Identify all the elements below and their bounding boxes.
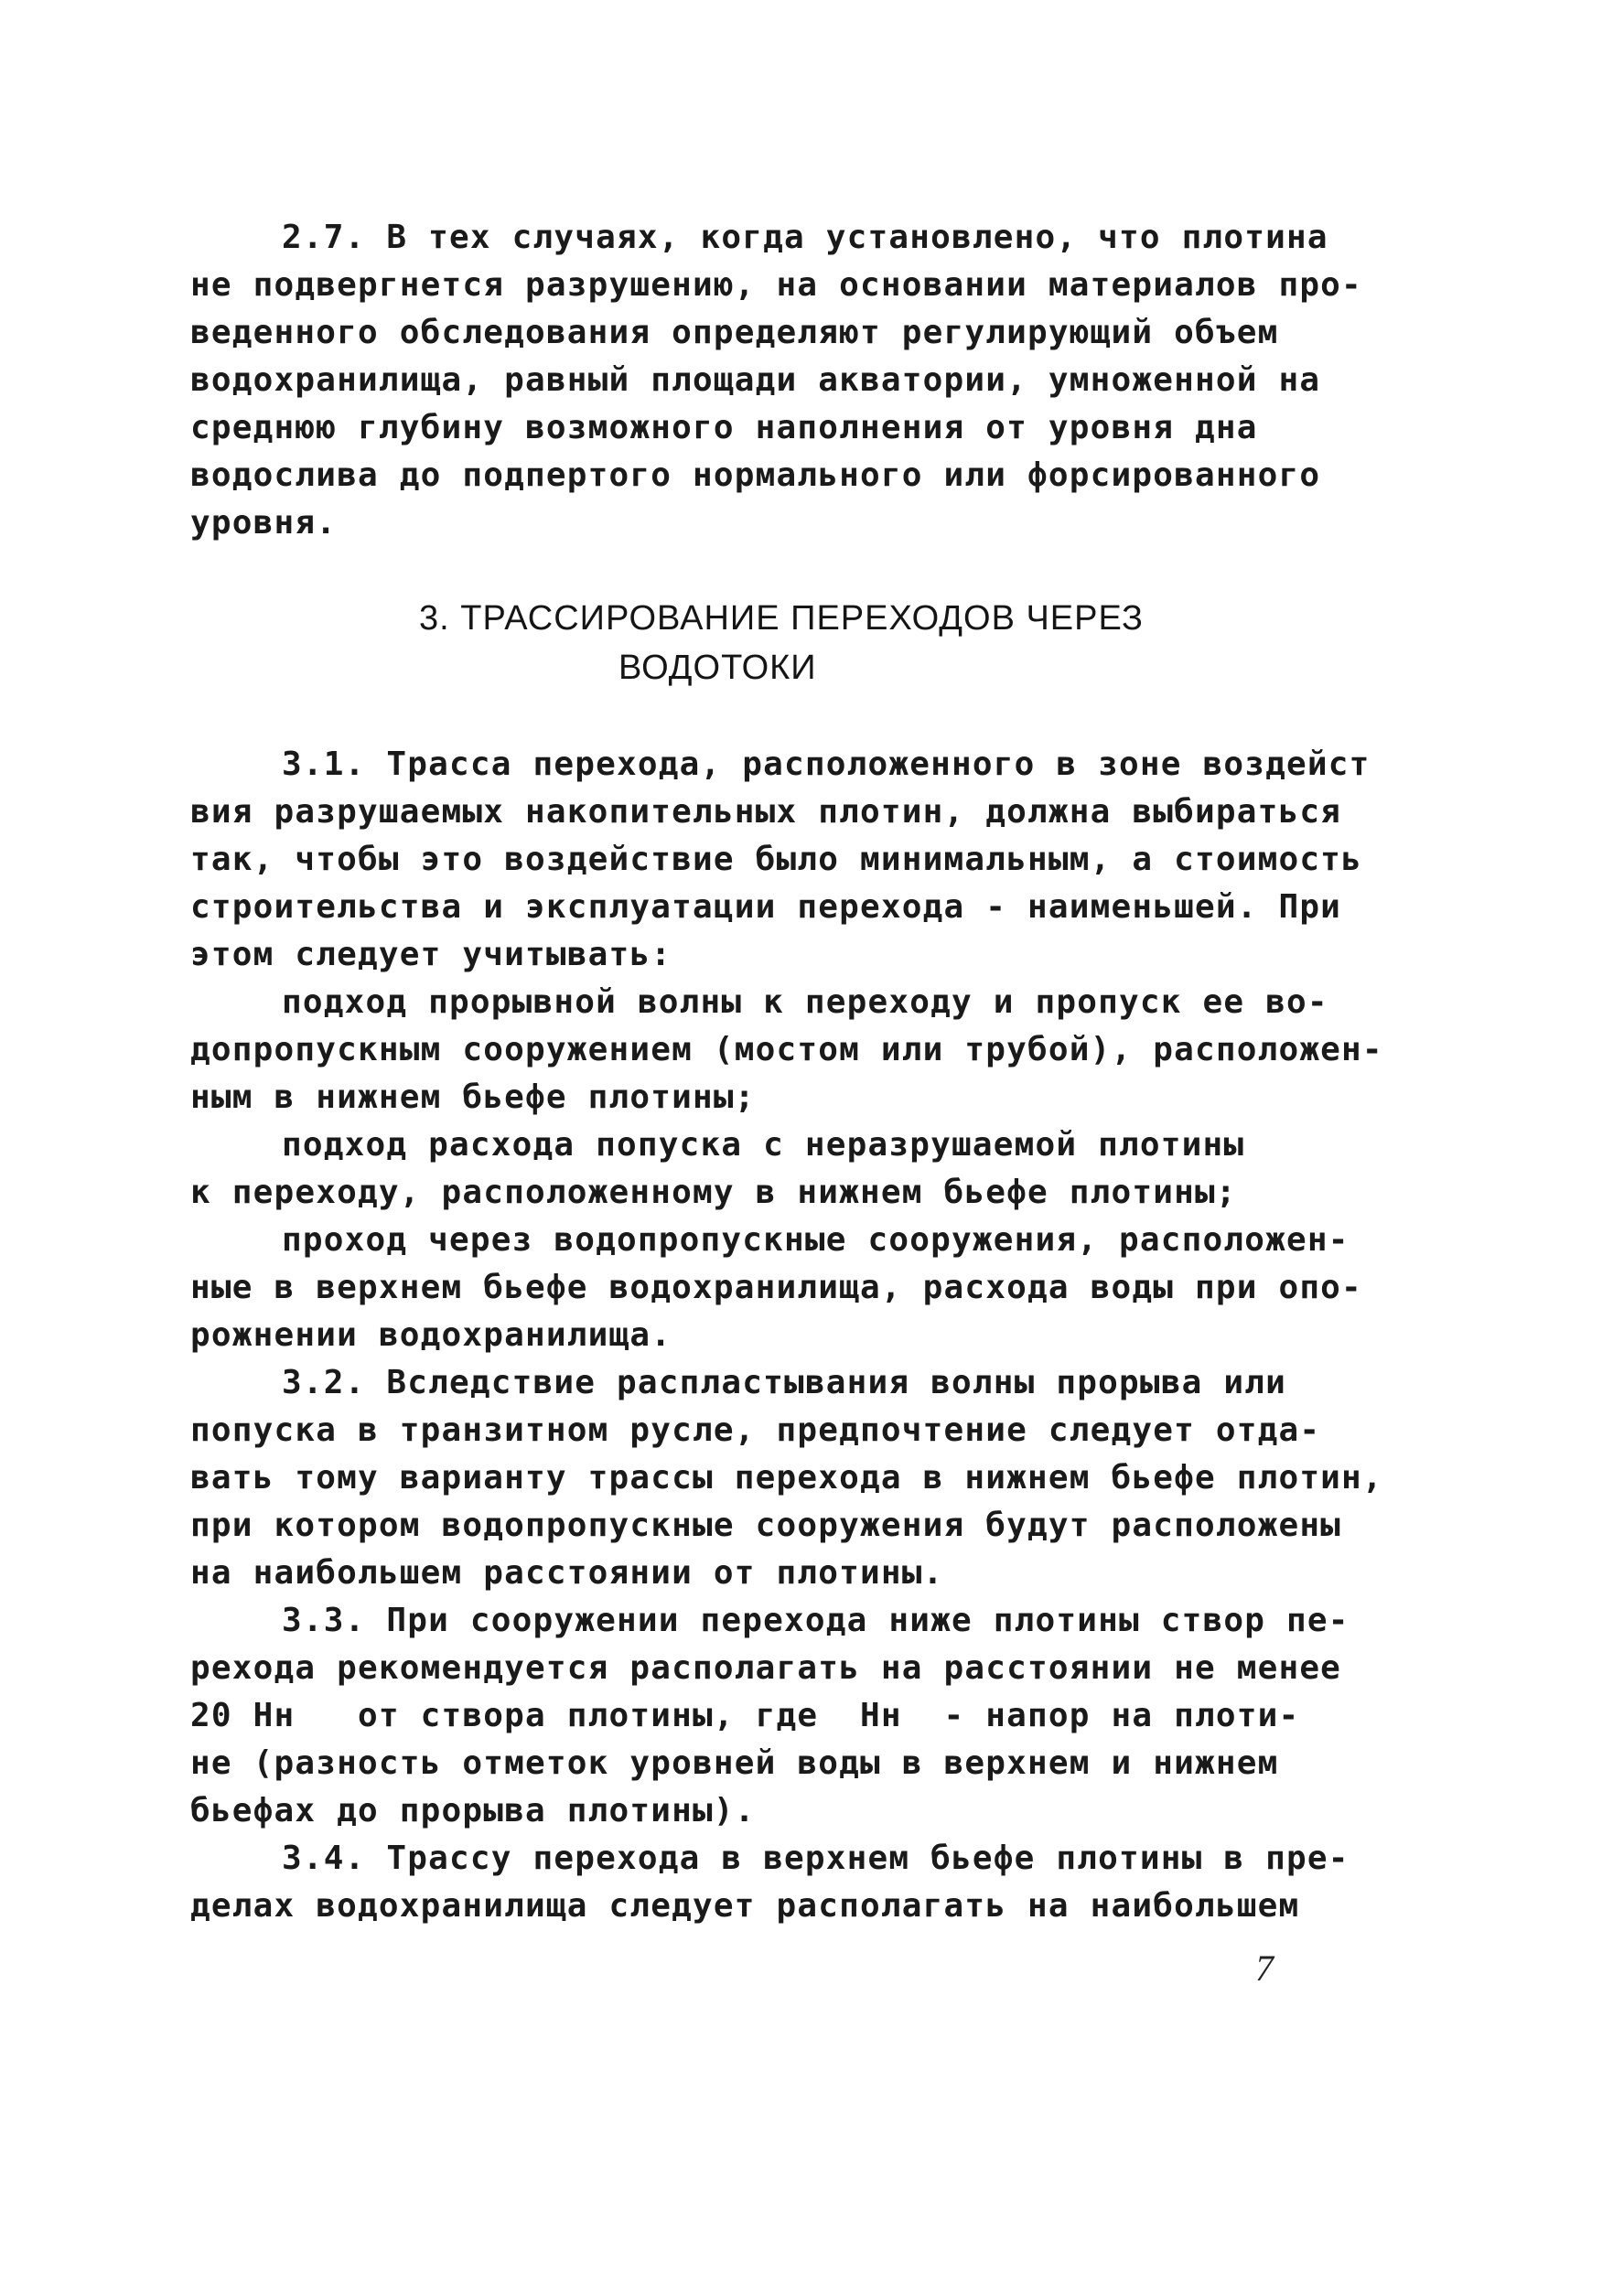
text-line: уровня. bbox=[190, 504, 338, 542]
text-line: не (разность отметок уровней воды в верхнем и нижнем bbox=[190, 1744, 1279, 1782]
text-line: проход через водопропускные сооружения, расположен- bbox=[282, 1221, 1350, 1259]
text-line: вать тому варианту трассы перехода в нижнем бьефе плотин, bbox=[190, 1459, 1383, 1497]
text-line: рожнении водохранилища. bbox=[190, 1316, 672, 1354]
page-number: 7 bbox=[1255, 1947, 1274, 1989]
text-line: водослива до подпертого нормального или форсированного bbox=[190, 456, 1321, 494]
text-line: 3.2. Вследствие распластывания волны прорыва или bbox=[282, 1364, 1286, 1401]
section-heading-line-2: ВОДОТОКИ bbox=[618, 649, 817, 687]
text-line: допропускным сооружением (мостом или трубой), расположен- bbox=[190, 1031, 1383, 1068]
text-line: делах водохранилища следует располагать на наибольшем bbox=[190, 1887, 1300, 1925]
text-line: 20 Hн от створа плотины, где Hн - напор на плоти- bbox=[190, 1697, 1300, 1734]
text-line: к переходу, расположенному в нижнем бьефе плотины; bbox=[190, 1174, 1237, 1211]
text-line: 2.7. В тех случаях, когда установлено, что плотина bbox=[282, 219, 1328, 256]
section-heading-line-1: 3. ТРАССИРОВАНИЕ ПЕРЕХОДОВ ЧЕРЕЗ bbox=[419, 599, 1144, 638]
text-line: строительства и эксплуатации перехода - наименьшей. При bbox=[190, 888, 1342, 926]
text-line: попуска в транзитном русле, предпочтение следует отда- bbox=[190, 1411, 1321, 1449]
text-line: не подвергнется разрушению, на основании материалов про- bbox=[190, 266, 1362, 304]
text-line: подход прорывной волны к переходу и пропуск ее во- bbox=[282, 983, 1328, 1021]
text-line: на наибольшем расстоянии от плотины. bbox=[190, 1554, 944, 1592]
text-line: так, чтобы это воздействие было минимальным, а стоимость bbox=[190, 841, 1362, 878]
text-line: водохранилища, равный площади акватории, умноженной на bbox=[190, 361, 1321, 399]
text-line: вия разрушаемых накопительных плотин, должна выбираться bbox=[190, 793, 1342, 831]
text-line: 3.1. Трасса перехода, расположенного в зоне воздейст bbox=[282, 746, 1371, 783]
text-line: веденного обследования определяют регулирующий объем bbox=[190, 314, 1279, 351]
text-line: рехода рекомендуется располагать на расстоянии не менее bbox=[190, 1649, 1342, 1687]
text-line: среднюю глубину возможного наполнения от уровня дна bbox=[190, 409, 1258, 446]
text-line: 3.3. При сооружении перехода ниже плотины створ пе- bbox=[282, 1602, 1350, 1639]
text-line: 3.4. Трассу перехода в верхнем бьефе плотины в пре- bbox=[282, 1840, 1350, 1877]
text-line: при котором водопропускные сооружения будут расположены bbox=[190, 1507, 1342, 1544]
text-line: подход расхода попуска с неразрушаемой плотины bbox=[282, 1126, 1245, 1164]
text-line: бьефах до прорыва плотины). bbox=[190, 1792, 756, 1829]
text-line: ным в нижнем бьефе плотины; bbox=[190, 1078, 756, 1116]
text-line: этом следует учитывать: bbox=[190, 936, 672, 973]
text-line: ные в верхнем бьефе водохранилища, расхода воды при опо- bbox=[190, 1269, 1362, 1306]
